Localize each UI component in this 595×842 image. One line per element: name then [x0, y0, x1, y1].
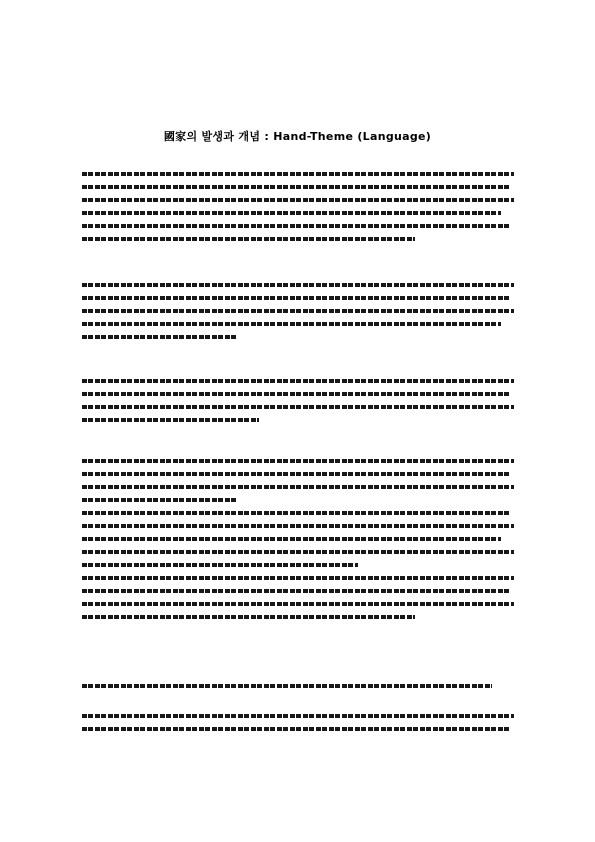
- text-line: [82, 211, 501, 215]
- text-line: [82, 405, 514, 409]
- text-line: [82, 524, 514, 528]
- text-line: [82, 550, 514, 554]
- text-line: [82, 185, 510, 189]
- text-line: [82, 459, 514, 463]
- text-line: [82, 537, 501, 541]
- text-line: [82, 615, 415, 619]
- text-line: [82, 172, 514, 176]
- text-line: [82, 498, 238, 502]
- text-line: [82, 602, 514, 606]
- text-line: [82, 563, 358, 567]
- text-line: [82, 684, 492, 688]
- text-line: [82, 237, 415, 241]
- paragraph-4: [82, 459, 514, 628]
- text-line: [82, 379, 514, 383]
- document-title: 國家의 발생과 개념 : Hand-Theme (Language): [163, 130, 432, 143]
- paragraph-6: [82, 714, 514, 740]
- text-line: [82, 322, 501, 326]
- text-line: [82, 335, 238, 339]
- paragraph-3: [82, 379, 514, 431]
- text-line: [82, 714, 514, 718]
- text-line: [82, 589, 510, 593]
- paragraph-2: [82, 283, 514, 348]
- text-line: [82, 224, 510, 228]
- text-line: [82, 392, 510, 396]
- text-line: [82, 283, 514, 287]
- text-line: [82, 296, 510, 300]
- paragraph-1: [82, 172, 514, 250]
- paragraph-5: [82, 684, 514, 697]
- text-line: [82, 576, 514, 580]
- text-line: [82, 309, 514, 313]
- text-line: [82, 198, 514, 202]
- text-line: [82, 485, 514, 489]
- text-line: [82, 472, 510, 476]
- text-line: [82, 418, 259, 422]
- text-line: [82, 727, 510, 731]
- text-line: [82, 511, 510, 515]
